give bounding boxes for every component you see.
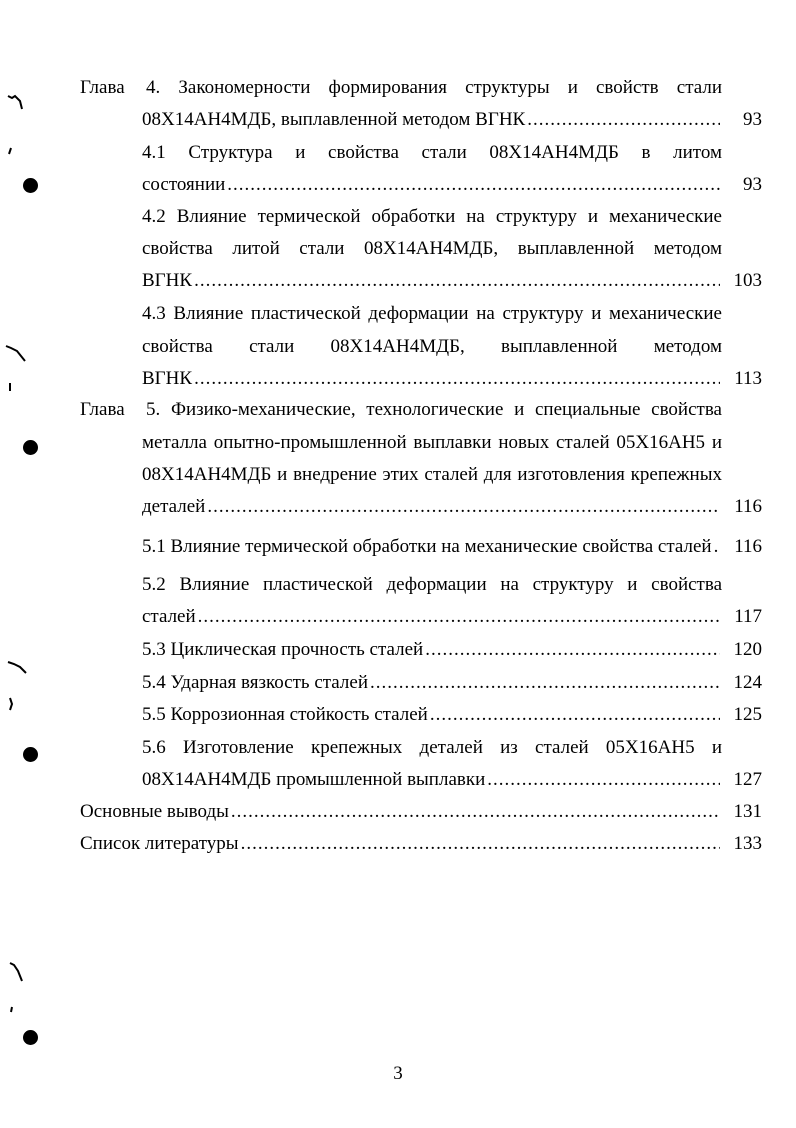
toc-page-number: 93 <box>743 174 762 195</box>
toc-page-number: 131 <box>733 801 762 822</box>
toc-leader-dots <box>231 800 720 824</box>
toc-page-number: 117 <box>734 606 762 627</box>
toc-leader-dots <box>430 703 720 727</box>
toc-entry-title: 5.4 Ударная вязкость сталей <box>142 672 368 693</box>
toc-entry-chapter-4[interactable] <box>142 108 762 132</box>
toc-entry-line: 5. Физико-механические, технологические и специальные свойства <box>146 399 722 420</box>
toc-leader-dots <box>370 671 720 695</box>
toc-page-number: 133 <box>733 833 762 854</box>
toc-leader-dots <box>241 832 720 856</box>
toc-page-number: 127 <box>733 769 762 790</box>
toc-page-number: 113 <box>734 368 762 389</box>
toc-page-number: 116 <box>734 536 762 557</box>
toc-leader-dots <box>425 638 720 662</box>
toc-entry-line: 5.2 Влияние пластической деформации на структуру и свойства <box>142 574 722 595</box>
toc-entry-5-6[interactable] <box>142 768 762 792</box>
toc-entry-line: металла опытно-промышленной выплавки новых сталей 05Х16АН5 и <box>142 432 722 453</box>
toc-entry-title: Список литературы <box>80 833 239 854</box>
toc-entry-title: ВГНК <box>142 270 193 291</box>
toc-entry-line: 4.1 Структура и свойства стали 08Х14АН4МДБ в литом <box>142 142 722 163</box>
toc-chapter-label: Глава <box>80 77 125 98</box>
toc-entry-title: 5.1 Влияние термической обработки на механические свойства сталей <box>142 536 712 557</box>
toc-entry-line: свойства литой стали 08Х14АН4МДБ, выплавленной методом <box>142 238 722 259</box>
toc-leader-dots <box>198 605 720 629</box>
toc-chapter-label: Глава <box>80 399 125 420</box>
toc-entry-line: свойства стали 08Х14АН4МДБ, выплавленной методом <box>142 336 722 357</box>
toc-page-number: 116 <box>734 496 762 517</box>
toc-entry-4-2[interactable] <box>142 269 762 293</box>
toc-entry-5-3[interactable] <box>142 638 762 662</box>
toc-entry-5-5[interactable] <box>142 703 762 727</box>
toc-leader-dots <box>194 269 720 293</box>
scan-specks <box>0 0 40 1128</box>
toc-entry-title: 5.5 Коррозионная стойкость сталей <box>142 704 428 725</box>
toc-page-number: 124 <box>733 672 762 693</box>
toc-entry-title: 08Х14АН4МДБ промышленной выплавки <box>142 769 486 790</box>
toc-entry-title: состоянии <box>142 174 226 195</box>
toc-page-number: 125 <box>733 704 762 725</box>
toc-page-number: 93 <box>743 109 762 130</box>
toc-leader-dots <box>227 173 720 197</box>
toc-leader-dots <box>207 495 720 519</box>
toc-leader-dots <box>194 367 720 391</box>
toc-page-number: 103 <box>733 270 762 291</box>
toc-entry-chapter-5[interactable] <box>142 495 762 519</box>
toc-entry-conclusions[interactable] <box>80 800 762 824</box>
toc-entry-line: 08Х14АН4МДБ и внедрение этих сталей для изготовления крепежных <box>142 464 722 485</box>
page-number: 3 <box>393 1063 403 1084</box>
toc-entry-5-2[interactable] <box>142 605 762 629</box>
toc-leader-dots <box>487 768 720 792</box>
toc-entry-title: деталей <box>142 496 206 517</box>
toc-entry-title: 08Х14АН4МДБ, выплавленной методом ВГНК <box>142 109 526 130</box>
toc-entry-line: 5.6 Изготовление крепежных деталей из сталей 05Х16АН5 и <box>142 737 722 758</box>
toc-leader-dots <box>527 108 720 132</box>
toc-entry-5-4[interactable] <box>142 671 762 695</box>
toc-entry-5-1[interactable] <box>142 535 762 559</box>
toc-entry-references[interactable] <box>80 832 762 856</box>
toc-entry-title: сталей <box>142 606 196 627</box>
toc-entry-title: 5.3 Циклическая прочность сталей <box>142 639 424 660</box>
toc-entry-line: 4. Закономерности формирования структуры и свойств стали <box>146 77 722 98</box>
toc-entry-title: ВГНК <box>142 368 193 389</box>
toc-entry-line: 4.2 Влияние термической обработки на структуру и механические <box>142 206 722 227</box>
toc-entry-4-3[interactable] <box>142 367 762 391</box>
toc-leader-dots <box>714 535 720 559</box>
toc-page-number: 120 <box>733 639 762 660</box>
toc-entry-title: Основные выводы <box>80 801 229 822</box>
toc-entry-line: 4.3 Влияние пластической деформации на структуру и механические <box>142 303 722 324</box>
toc-entry-4-1[interactable] <box>142 173 762 197</box>
